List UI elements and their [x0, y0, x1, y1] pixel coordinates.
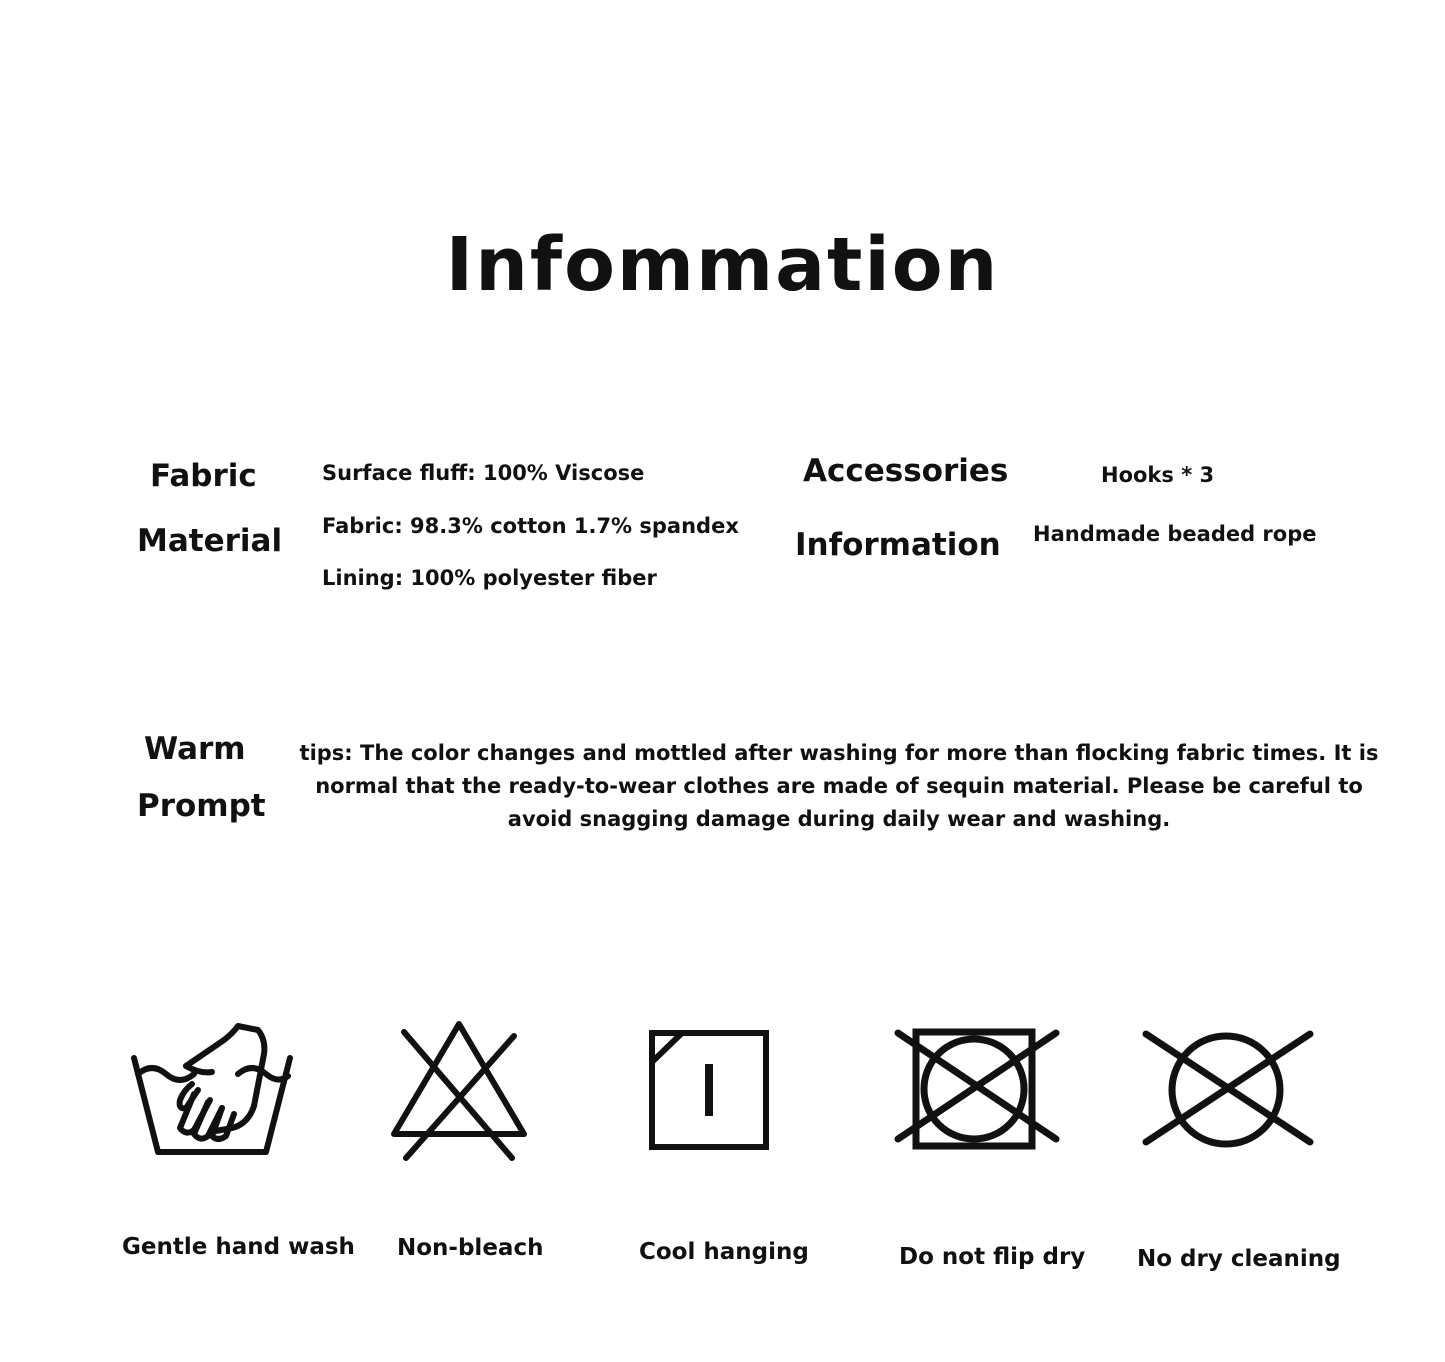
- fabric-item-surface: Surface fluff: 100% Viscose: [322, 461, 645, 485]
- no-dry-clean-icon: [1142, 1030, 1314, 1146]
- no-tumble-dry-icon: [894, 1027, 1062, 1151]
- hand-wash-icon: [128, 1018, 298, 1160]
- warm-prompt-label-line1: Warm: [144, 731, 246, 767]
- warm-prompt-label-line2: Prompt: [137, 788, 266, 824]
- page-title: Infommation: [445, 222, 1000, 308]
- accessories-item-hooks: Hooks * 3: [1101, 463, 1215, 487]
- fabric-item-lining: Lining: 100% polyester fiber: [322, 566, 657, 590]
- fabric-item-fabric: Fabric: 98.3% cotton 1.7% spandex: [322, 514, 739, 538]
- accessories-label-line2: Information: [795, 527, 1001, 563]
- fabric-label-line2: Material: [137, 523, 283, 559]
- care-label-cool-hanging: Cool hanging: [639, 1239, 809, 1265]
- warm-prompt-text: tips: The color changes and mottled after washing for more than flocking fabric times. It is normal that the ready-to-wear clothes are made of sequin material. Please be careful to avoid snagging damage during daily wear and washing.: [299, 741, 1379, 831]
- accessories-item-rope: Handmade beaded rope: [1033, 522, 1317, 546]
- line-dry-icon: [648, 1030, 770, 1150]
- care-label-hand-wash: Gentle hand wash: [122, 1234, 355, 1260]
- fabric-label-line1: Fabric: [150, 458, 257, 494]
- care-label-non-bleach: Non-bleach: [397, 1235, 544, 1261]
- accessories-label-line1: Accessories: [803, 453, 1009, 489]
- no-bleach-icon: [388, 1018, 530, 1164]
- care-label-no-flip-dry: Do not flip dry: [899, 1244, 1086, 1270]
- care-label-no-dry-cleaning: No dry cleaning: [1137, 1246, 1341, 1272]
